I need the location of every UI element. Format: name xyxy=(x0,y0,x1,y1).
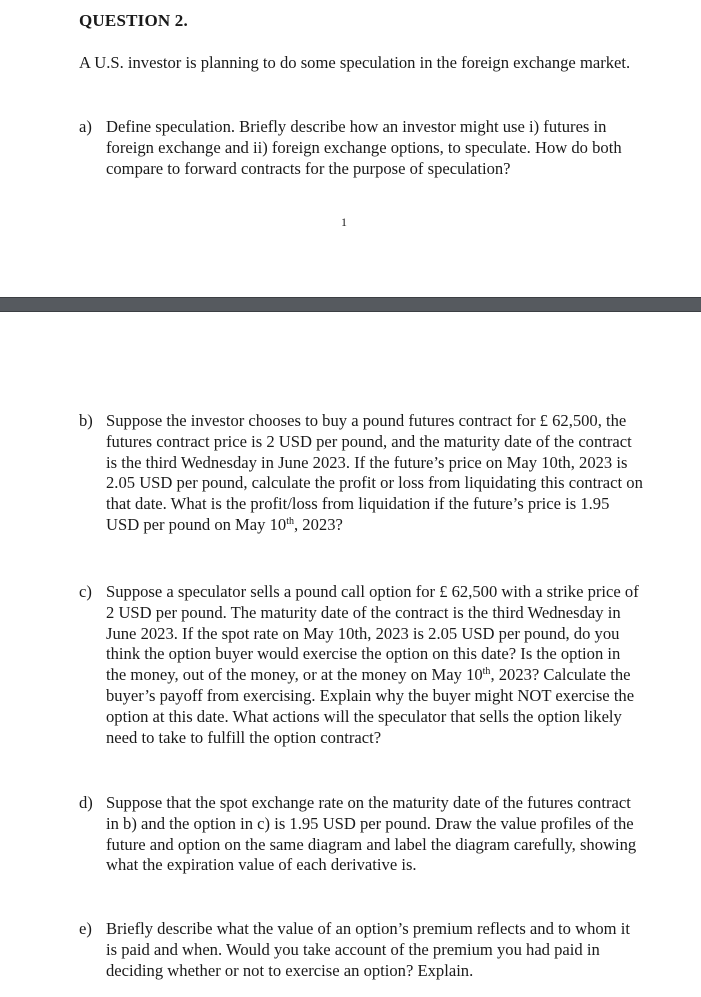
page-break-divider xyxy=(0,297,701,312)
part-e-label: e) xyxy=(79,919,92,938)
part-c-superscript: th xyxy=(482,666,491,678)
part-c-label: c) xyxy=(79,582,92,601)
part-b xyxy=(79,411,644,536)
part-a-text: Define speculation. Briefly describe how an investor might use i) futures in foreign exchange and ii) foreign exchange options, to speculate. How do both compare to forward contracts for the purpose of speculation? xyxy=(106,117,622,178)
part-b-label: b) xyxy=(79,411,93,430)
part-b-text-tail: , 2023? xyxy=(294,514,343,534)
part-c-text-1: Suppose a speculator sells a pound call option for £ 62,500 with a strike price of 2 USD per pound. The maturity date of the contract is the third Wednesday in June 2023. If the spot rate on May 10th, 2023 is 2.05 USD per pound, do you think the option buyer would exercise the option on this date? Is the option in the money, out of the money, or at the money on May 10 xyxy=(106,582,639,685)
part-c-text-2: , 2023? Calculate the buyer’s payoff from exercising. Explain why the buyer might NOT exercise the option at this date. What actions will the speculator that sells the option likely need to take to fulfill the option contract? xyxy=(106,665,635,747)
part-b-text xyxy=(106,411,644,536)
part-d-label: d) xyxy=(79,793,93,812)
part-a-label: a) xyxy=(79,117,92,136)
part-d xyxy=(79,793,644,876)
part-c xyxy=(79,582,644,748)
part-c-text xyxy=(106,582,644,748)
question-title: QUESTION 2. xyxy=(79,11,188,30)
part-a xyxy=(79,117,644,179)
part-d-text: Suppose that the spot exchange rate on the maturity date of the futures contract in b) and the option in c) is 1.95 USD per pound. Draw the value profiles of the future and option on the same diagram and label the diagram carefully, showing what the expiration value of each derivative is. xyxy=(106,793,637,875)
part-e-text: Briefly describe what the value of an option’s premium reflects and to whom it is paid and when. Would you take account of the premium you had paid in deciding whether or not to exercise an option? Explain. xyxy=(106,919,630,980)
page-number: 1 xyxy=(341,215,347,229)
part-e xyxy=(79,919,644,981)
part-b-text-main: Suppose the investor chooses to buy a pound futures contract for £ 62,500, the futures contract price is 2 USD per pound, and the maturity date of the contract is the third Wednesday in June 2023. If the future’s price on May 10th, 2023 is 2.05 USD per pound, calculate the profit or loss from liquidating this contract on that date. What is the profit/loss from liquidation if the future’s price is 1.95 USD per pound on May 10 xyxy=(106,411,643,534)
question-intro: A U.S. investor is planning to do some speculation in the foreign exchange market. xyxy=(79,53,631,72)
part-b-superscript: th xyxy=(286,515,294,527)
